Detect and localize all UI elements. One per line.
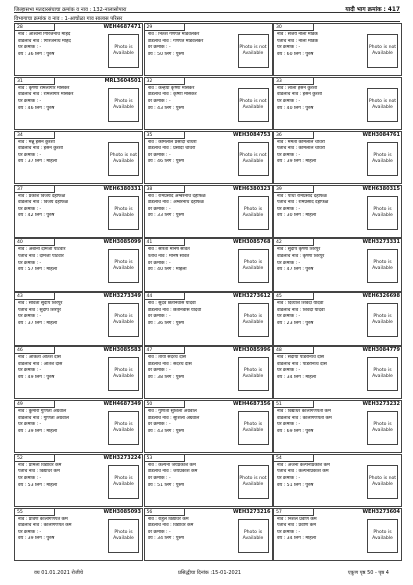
epic-id: WEH3273349 [103, 293, 141, 300]
voter-detail-line: वय : 30 लिंग : महिला [277, 213, 317, 219]
photo-placeholder: Photo is Available [238, 519, 269, 553]
epic-id: WEH3085996 [233, 347, 271, 354]
voter-detail-line: वडिलांचे नाव : जयप्रकाश कर्म [147, 469, 198, 475]
voter-card [144, 508, 273, 561]
voter-detail-line: वडिलांचे नाव : गणपत मांडवलकर [147, 38, 204, 44]
photo-placeholder: Photo is Available [367, 249, 398, 283]
voter-card [273, 23, 402, 76]
voter-detail-line: वय : 43 लिंग : पुरुष [147, 428, 184, 434]
epic-id: WEH4687349 [103, 400, 141, 407]
voter-detail-line: वय : 34 लिंग : महिला [277, 536, 317, 542]
section-title: विभागाचा क्रमांक व नाव : 1-आचोळा गाव सालास परिसर [14, 16, 123, 22]
serial-number: 49 [15, 401, 55, 408]
voter-card [273, 77, 402, 130]
voter-details [18, 86, 113, 112]
photo-placeholder: Photo is Available [108, 411, 139, 445]
voter-detail-line: वय : 38 लिंग : पुरुष [147, 374, 184, 380]
voter-detail-line: वडिलांचे नाव : कालीगणपत कर्म [18, 523, 72, 529]
voter-detail-line: घर क्रमांक : - [18, 475, 42, 481]
voter-detail-line: घर क्रमांक : - [277, 45, 301, 51]
voter-detail-line: नाव : अंकिता अतिश दास [18, 355, 61, 361]
voter-detail-line: वय : 40 लिंग : महिला [147, 267, 187, 273]
voter-detail-line: वडिलांचे नाव : पांडरीनाथ दास [277, 361, 327, 367]
voter-detail-line: नाव : अंजना कल्पनाप्रकाश कर्म [277, 462, 330, 468]
voter-details [18, 194, 113, 220]
voter-detail-line: वडिलांचे नाव : कृष्णा मोसकर [147, 92, 197, 98]
serial-number: 48 [274, 347, 314, 354]
voter-card [14, 454, 143, 507]
constituency-title: जिल्हासभा मतदारसंघाचा क्रमांक व नाव : 132-नालासोपारा [14, 7, 127, 13]
photo-placeholder: Photo is Available [238, 196, 269, 230]
voter-detail-line: घर क्रमांक : - [147, 368, 171, 374]
voter-detail-line: वडिलांचे नाव : कालीगणपती कर्म [277, 415, 332, 421]
voter-detail-line: वडिलांचे नाव : हसन कुरेशी [277, 92, 322, 98]
voter-details [148, 463, 243, 489]
photo-placeholder: Photo is Available [108, 519, 139, 553]
voter-detail-line: नाव : अंबानी दामजी पाटवार [18, 247, 66, 253]
voter-detail-line: पतीचे नाव : कल्पनाप्रकाश कर्म [277, 469, 329, 475]
voter-card [144, 292, 273, 345]
voter-detail-line: वडिलांचे नाव : शिवदा यादवी [277, 307, 325, 313]
voter-detail-line: घर क्रमांक : - [18, 529, 42, 535]
voter-details [18, 517, 113, 543]
voter-card-grid [14, 23, 402, 561]
voter-card [144, 238, 273, 291]
photo-placeholder: Photo is Available [367, 519, 398, 553]
serial-number: 30 [274, 24, 314, 31]
epic-id: WEH3084753 [233, 131, 271, 138]
voter-details [148, 301, 243, 327]
voter-detail-line: नाव : सुदेव छतनिवास यादवी [147, 301, 196, 307]
serial-number: 41 [145, 239, 185, 246]
voter-detail-line: घर क्रमांक : - [277, 422, 301, 428]
serial-number: 47 [145, 347, 185, 354]
photo-placeholder: Photo is Available [367, 142, 398, 176]
voter-details [148, 409, 243, 435]
voter-detail-line: नाव : कृष्णा रामलागोर मोसकर [18, 85, 70, 91]
voter-detail-line: वय : 36 लिंग : पुरुष [147, 321, 184, 327]
photo-placeholder: Photo is not Available [238, 88, 269, 122]
epic-id: WEH6380315 [362, 185, 400, 192]
voter-card [273, 185, 402, 238]
serial-number: 42 [274, 239, 314, 246]
voter-card [144, 400, 273, 453]
voter-detail-line: नाव : ममता कोमलाल चौधरी [277, 139, 325, 145]
voter-details [18, 409, 113, 435]
voter-detail-line: वडिलांचे नाव : कृष्णा शिरपुर [277, 253, 325, 259]
voter-detail-line: वय : 69 लिंग : पुरुष [277, 428, 314, 434]
voter-detail-line: वडिलांचे नाव : अम्बरनाथ दहीफळ [147, 200, 204, 206]
voter-detail-line: घर क्रमांक : - [18, 206, 42, 212]
serial-number: 33 [274, 78, 314, 85]
voter-details [148, 32, 243, 58]
serial-number: 29 [145, 24, 185, 31]
serial-number: 50 [145, 401, 185, 408]
voter-detail-line: घर क्रमांक : - [147, 475, 171, 481]
photo-placeholder: Photo is Available [108, 34, 139, 68]
footer-age-note: वय 01.01.2021 रोजीचे [34, 570, 84, 576]
voter-details [18, 32, 113, 58]
voter-card [273, 454, 402, 507]
voter-detail-line: नाव : प्रविण कालीगणपत कर्म [18, 516, 68, 522]
voter-details [18, 140, 113, 166]
photo-placeholder: Photo is not Available [367, 88, 398, 122]
serial-number: 56 [145, 509, 185, 516]
photo-placeholder: Photo is Available [238, 411, 269, 445]
voter-card [273, 238, 402, 291]
voter-detail-line: घर क्रमांक : - [277, 368, 301, 374]
serial-number: 54 [274, 455, 314, 462]
voter-details [277, 409, 372, 435]
epic-id: WEH3085583 [103, 347, 141, 354]
voter-details [148, 194, 243, 220]
voter-details [18, 301, 113, 327]
epic-id: WEH6380323 [233, 185, 271, 192]
voter-details [277, 301, 372, 327]
header-divider-2 [14, 21, 400, 22]
voter-detail-line: वडिलांचे नाव : रामलागोर मोसकर [18, 92, 74, 98]
voter-detail-line: नाव : राहुल विद्याधर कर्म [147, 516, 189, 522]
voter-detail-line: नाव : सदीया पांडरीनाथ दास [277, 355, 325, 361]
voter-detail-line: वय : 53 लिंग : महिला [18, 482, 58, 488]
voter-detail-line: पतीचे नाव : दामजी पाटवार [18, 253, 64, 259]
voter-details [148, 86, 243, 112]
voter-detail-line: वय : 46 लिंग : पुरुष [147, 159, 184, 165]
serial-number: 44 [145, 293, 185, 300]
voter-detail-line: वडिलांचे नाव : गिरिजनाथ मोहदे [18, 38, 71, 44]
voter-details [277, 355, 372, 381]
voter-detail-line: घर क्रमांक : - [147, 260, 171, 266]
photo-placeholder: Photo is Available [108, 88, 139, 122]
voter-card [14, 185, 143, 238]
photo-placeholder: Photo is not Available [367, 465, 398, 499]
photo-placeholder: Photo is Available [367, 303, 398, 337]
voter-detail-line: नाव : कन्हैया कृष्णा मोसकर [147, 85, 195, 91]
voter-card [14, 400, 143, 453]
voter-detail-line: वय : 51 लिंग : पुरुष [277, 482, 314, 488]
voter-details [277, 194, 372, 220]
serial-number: 45 [274, 293, 314, 300]
voter-details [18, 247, 113, 273]
epic-id: WEH3085768 [233, 239, 271, 246]
epic-id: WEH4687356 [233, 400, 271, 407]
voter-detail-line: वय : 23 लिंग : पुरुष [277, 321, 314, 327]
voter-detail-line: वय : 42 लिंग : पुरुष [18, 213, 55, 219]
epic-id: WEH3273604 [362, 508, 400, 515]
voter-detail-line: घर क्रमांक : - [18, 260, 42, 266]
voter-detail-line: पतीचे नाव : विद्याधर कर्म [18, 469, 60, 475]
voter-detail-line: नाव : कल्पना जयप्रकाश कर्म [147, 462, 196, 468]
voter-detail-line: वडिलांचे नाव : सुशिला अग्रवाल [147, 415, 200, 421]
voter-detail-line: घर क्रमांक : - [277, 260, 301, 266]
epic-id: WEH3085099 [103, 239, 141, 246]
voter-card [144, 185, 273, 238]
serial-number: 53 [145, 455, 185, 462]
voter-detail-line: वय : 43 लिंग : पुरुष [147, 105, 184, 111]
photo-placeholder: Photo is Available [238, 249, 269, 283]
voter-detail-line: नाव : अश्विनी गिरिजनाथ मोहदे [18, 32, 71, 37]
photo-placeholder: Photo is Available [108, 357, 139, 391]
voter-card [144, 23, 273, 76]
epic-id: WEH3084779 [362, 347, 400, 354]
serial-number: 43 [15, 293, 55, 300]
voter-detail-line: घर क्रमांक : - [277, 529, 301, 535]
voter-card [14, 131, 143, 184]
voter-details [277, 517, 372, 543]
voter-detail-line: वय : 39 लिंग : महिला [18, 428, 58, 434]
voter-details [277, 140, 372, 166]
voter-detail-line: नाव : दिव्यांश शिवदा यादवी [277, 301, 324, 307]
serial-number: 34 [15, 132, 55, 139]
voter-card [14, 238, 143, 291]
voter-detail-line: घर क्रमांक : - [277, 314, 301, 320]
voter-detail-line: घर क्रमांक : - [147, 206, 171, 212]
voter-detail-line: वय : 37 लिंग : महिला [18, 159, 58, 165]
voter-detail-line: नाव : मन्नू हसन कुरेशी [18, 139, 55, 145]
voter-detail-line: नाव : विद्याधर कालीगणपती कर्म [277, 408, 331, 414]
header-divider [14, 12, 400, 13]
voter-detail-line: नाव : निशल प्रवीण कर्म [277, 516, 317, 522]
photo-placeholder: Photo is not Available [108, 142, 139, 176]
voter-detail-line: नाव : प्रमिला विद्याधर कर्म [18, 462, 62, 468]
epic-id: WEH3273612 [233, 293, 271, 300]
voter-detail-line: घर क्रमांक : - [277, 152, 301, 158]
voter-detail-line: घर क्रमांक : - [147, 45, 171, 51]
serial-number: 52 [15, 455, 55, 462]
voter-detail-line: नाव : कोमलाल प्रसादी चौधरी [147, 139, 197, 145]
voter-detail-line: नाव : पाथा रामप्रसाद दहीफळ [277, 193, 327, 199]
voter-detail-line: वय : 39 लिंग : महिला [277, 159, 317, 165]
voter-detail-line: वय : 39 लिंग : पुरुष [18, 536, 55, 542]
voter-card [14, 77, 143, 130]
voter-detail-line: वय : 37 लिंग : महिला [18, 321, 58, 327]
voter-card [273, 346, 402, 399]
voter-detail-line: पतीचे नाव : रामप्रसाद दहीफळ [277, 200, 329, 206]
photo-placeholder: Photo is Available [367, 357, 398, 391]
voter-detail-line: घर क्रमांक : - [147, 529, 171, 535]
serial-number: 31 [15, 78, 55, 85]
voter-detail-line: वडिलांचे नाव : विजय दहीफळे [18, 200, 69, 206]
voter-detail-line: घर क्रमांक : - [277, 99, 301, 105]
voter-detail-line: घर क्रमांक : - [147, 314, 171, 320]
voter-detail-line: घर क्रमांक : - [18, 422, 42, 428]
voter-card [14, 346, 143, 399]
photo-placeholder: Photo is not Available [367, 34, 398, 68]
serial-number: 28 [15, 24, 55, 31]
voter-detail-line: वय : 50 लिंग : पुरुष [147, 51, 184, 57]
epic-id: WEH6326698 [362, 293, 400, 300]
voter-detail-line: वडिलांचे नाव : विद्याधर कर्म [147, 523, 194, 529]
serial-number: 39 [274, 186, 314, 193]
voter-detail-line: घर क्रमांक : - [147, 422, 171, 428]
voter-details [18, 355, 113, 381]
voter-card [273, 292, 402, 345]
voter-detail-line: घर क्रमांक : - [18, 99, 42, 105]
voter-detail-line: वय : 46 लिंग : पुरुष [18, 105, 55, 111]
epic-id: WEH4687471 [103, 24, 141, 30]
voter-detail-line: घर क्रमांक : - [18, 45, 42, 51]
photo-placeholder: Photo is not Available [238, 142, 269, 176]
photo-placeholder: Photo is Available [108, 303, 139, 337]
voter-detail-line: नाव : लाला हसन कुरेशी [277, 85, 318, 91]
photo-placeholder: Photo is Available [108, 196, 139, 230]
voter-card [14, 508, 143, 561]
voter-detail-line: नाव : संजय नीला मोडके [277, 32, 318, 37]
voter-card [144, 454, 273, 507]
voter-card [14, 292, 143, 345]
voter-detail-line: वडिलांचे नाव : अतिश दास [18, 361, 63, 367]
voter-detail-line: घर क्रमांक : - [18, 368, 42, 374]
voter-card [144, 77, 273, 130]
photo-placeholder: Photo is Available [108, 465, 139, 499]
voter-detail-line: वय : 51 लिंग : पुरुष [147, 482, 184, 488]
epic-id: WEH3273216 [233, 508, 271, 515]
voter-detail-line: घर क्रमांक : - [277, 206, 301, 212]
voter-details [148, 140, 243, 166]
epic-id: WEH3273331 [362, 239, 400, 246]
voter-detail-line: वय : 49 लिंग : पुरुष [18, 374, 55, 380]
voter-card [14, 23, 143, 76]
photo-placeholder: Photo is not Available [238, 34, 269, 68]
photo-placeholder: Photo is not Available [238, 465, 269, 499]
serial-number: 40 [15, 239, 55, 246]
voter-details [277, 86, 372, 112]
voter-detail-line: पतीचे नाव : कोमलाल चौधरी [277, 146, 325, 152]
voter-detail-line: वय : 34 लिंग : पुरुष [147, 536, 184, 542]
voter-detail-line: नाव : प्रकाश विजय दहीफळे [18, 193, 66, 199]
part-number: यादी भाग क्रमांक : 417 [345, 7, 400, 13]
footer-page-number: एकूण पृष्ठ 50 - पृष्ठ 4 [347, 570, 389, 576]
voter-detail-line: वय : 60 लिंग : पुरुष [277, 51, 314, 57]
photo-placeholder: Photo is Available [238, 357, 269, 391]
voter-details [18, 463, 113, 489]
voter-card [273, 131, 402, 184]
photo-placeholder: Photo is Available [367, 196, 398, 230]
voter-details [277, 32, 372, 58]
voter-detail-line: नाव : सविता सुदीप शिरपुर [18, 301, 63, 307]
footer-publish-date: प्रसिद्धीचा दिनांक :15-01-2021 [178, 570, 242, 576]
voter-details [148, 517, 243, 543]
voter-card [144, 346, 273, 399]
voter-detail-line: वडिलांचे नाव : गुणिता अग्रवाल [18, 415, 69, 421]
serial-number: 57 [274, 509, 314, 516]
voter-detail-line: घर क्रमांक : - [277, 475, 301, 481]
epic-id: MRL3604501 [104, 77, 141, 84]
voter-detail-line: वय : 40 लिंग : पुरुष [277, 105, 314, 111]
voter-detail-line: नाव : सरिता मनिष सावंत [147, 247, 190, 253]
serial-number: 51 [274, 401, 314, 408]
voter-detail-line: नाव : रामप्रसाद अम्बरनाथ दहीफळ [147, 193, 206, 199]
voter-detail-line: नाव : सुदीप कृष्णा शिरपुर [277, 247, 321, 253]
voter-detail-line: घर क्रमांक : - [18, 314, 42, 320]
voter-detail-line: नाव : नितेश गणपत मांडवलकर [147, 32, 200, 37]
voter-detail-line: वय : 34 लिंग : महिला [277, 374, 317, 380]
voter-detail-line: पतीचे नाव : नीला मोडके [277, 38, 318, 44]
voter-detail-line: नाव : कुमारी गुणिता अग्रवाल [18, 408, 67, 414]
voter-detail-line: वडिलांचे नाव : प्रसादी चौधरी [147, 146, 196, 152]
voter-detail-line: पतीचे नाव : सुदीप शिरपुर [18, 307, 62, 313]
epic-id: WEH6380331 [103, 185, 141, 192]
serial-number: 38 [145, 186, 185, 193]
voter-detail-line: वय : 36 लिंग : पुरुष [18, 51, 55, 57]
voter-detail-line: वय : 47 लिंग : पुरुष [277, 267, 314, 273]
voter-details [148, 247, 243, 273]
voter-detail-line: घर क्रमांक : - [147, 152, 171, 158]
voter-detail-line: पतीचे नाव : मनिष सावंत [147, 253, 190, 259]
serial-number: 36 [274, 132, 314, 139]
voter-card [273, 508, 402, 561]
voter-detail-line: वडिलांचे नाव : सदरथ दास [147, 361, 192, 367]
voter-detail-line: वय : 57 लिंग : महिला [18, 267, 58, 273]
serial-number: 55 [15, 509, 55, 516]
voter-details [277, 247, 372, 273]
serial-number: 32 [145, 78, 185, 85]
voter-details [148, 355, 243, 381]
voter-card [273, 400, 402, 453]
serial-number: 46 [15, 347, 55, 354]
voter-detail-line: वडिलांचे नाव : छतनिवास यादवी [147, 307, 202, 313]
voter-detail-line: वय : 33 लिंग : पुरुष [147, 213, 184, 219]
epic-id: WEH3085093 [103, 508, 141, 515]
serial-number: 35 [145, 132, 185, 139]
photo-placeholder: Photo is Available [367, 411, 398, 445]
epic-id: WEH3084761 [362, 131, 400, 138]
voter-detail-line: वडिलांचे नाव : हसन कुरेशी [18, 146, 63, 152]
voter-detail-line: घर क्रमांक : - [147, 99, 171, 105]
photo-placeholder: Photo is Available [238, 303, 269, 337]
voter-detail-line: नाव : गुणिता सुशिला अग्रवाल [147, 408, 197, 414]
voter-details [277, 463, 372, 489]
epic-id: WEH3273224 [103, 454, 141, 461]
voter-card [144, 131, 273, 184]
serial-number: 37 [15, 186, 55, 193]
photo-placeholder: Photo is Available [108, 249, 139, 283]
voter-detail-line: घर क्रमांक : - [18, 152, 42, 158]
voter-detail-line: नाव : ताया सदरथ दास [147, 355, 186, 361]
voter-detail-line: पतीचे नाव : प्रवीण कर्म [277, 523, 316, 529]
epic-id: WEH3273232 [362, 400, 400, 407]
